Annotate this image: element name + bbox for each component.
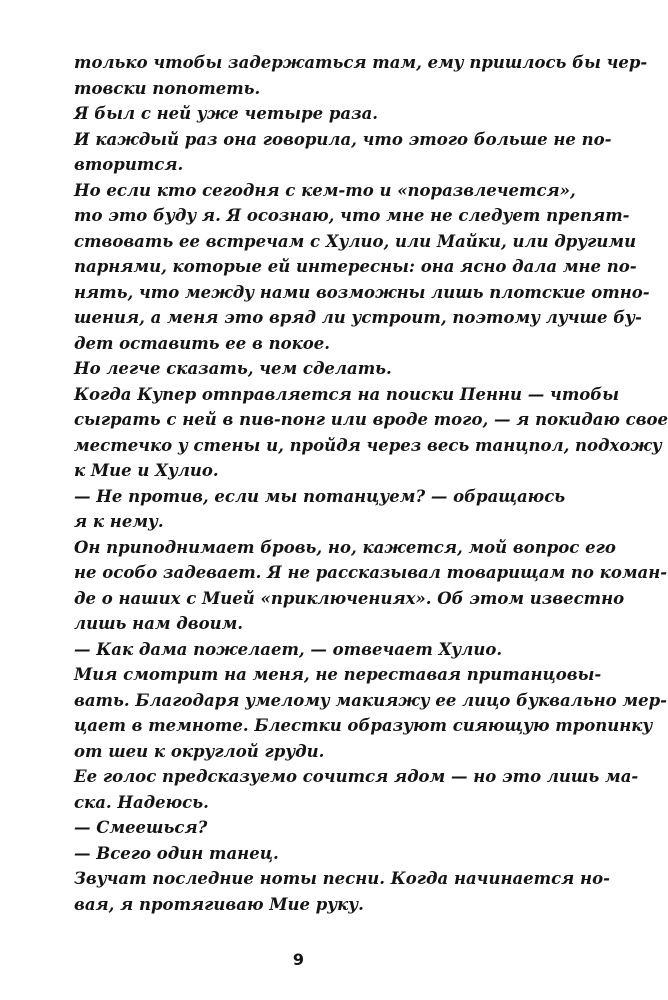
text-line: шения, а меня это вряд ли устроит, поэтому лучше бу- bbox=[74, 308, 642, 327]
text-line: не особо задевает. Я не рассказывал товарищам по коман- bbox=[74, 563, 668, 582]
text-line: только чтобы задержаться там, ему пришлось бы чер- bbox=[74, 53, 648, 72]
text-line: Но если кто сегодня с кем-то и «поразвлечется», bbox=[74, 180, 576, 200]
text-line: от шеи к округлой груди. bbox=[74, 741, 325, 761]
text-line: вая, я протягиваю Мие руку. bbox=[74, 894, 364, 914]
text-page bbox=[74, 50, 668, 917]
text-line: парнями, которые ей интересны: она ясно дала мне по- bbox=[74, 257, 637, 276]
text-line: Я был с ней уже четыре раза. bbox=[74, 104, 379, 123]
text-line: лишь нам двоим. bbox=[74, 614, 244, 633]
text-line: Ее голос предсказуемо сочится ядом — но это лишь ма- bbox=[74, 767, 639, 786]
text-line: вторится. bbox=[74, 155, 184, 174]
page-number: 9 bbox=[292, 950, 305, 969]
text-line: вать. Благодаря умелому макияжу ее лицо буквально мер- bbox=[74, 690, 667, 710]
text-line: — Смеешься? bbox=[74, 818, 208, 837]
text-line: Звучат последние ноты песни. Когда начинается но- bbox=[74, 869, 610, 888]
text-line: И каждый раз она говорила, что этого больше не по- bbox=[74, 129, 612, 149]
text-line: к Мие и Хулио. bbox=[74, 461, 219, 480]
text-line: сыграть с ней в пив-понг или вроде того, — я покидаю свое bbox=[74, 410, 668, 429]
text-line: Но легче сказать, чем сделать. bbox=[74, 359, 392, 378]
text-line: товски попотеть. bbox=[74, 78, 261, 98]
text-line: Мия смотрит на меня, не переставая пританцовы- bbox=[74, 665, 602, 684]
text-line: ска. Надеюсь. bbox=[74, 792, 209, 812]
text-line: де о наших с Мией «приключениях». Об этом известно bbox=[74, 588, 625, 608]
text-line: — Не против, если мы потанцуем? — обращаюсь bbox=[74, 486, 566, 506]
text-line: местечко у стены и, пройдя через весь танцпол, подхожу bbox=[74, 435, 662, 455]
text-line: дет оставить ее в покое. bbox=[74, 333, 331, 353]
text-line: Когда Купер отправляется на поиски Пенни — чтобы bbox=[74, 384, 619, 404]
text-line: ствовать ее встречам с Хулио, или Майки, или другими bbox=[74, 231, 637, 251]
text-line: нять, что между нами возможны лишь плотские отно- bbox=[74, 282, 650, 302]
text-line: я к нему. bbox=[74, 512, 164, 531]
text-line: цает в темноте. Блестки образуют сияющую тропинку bbox=[74, 716, 653, 735]
text-line: Он приподнимает бровь, но, кажется, мой вопрос его bbox=[74, 537, 616, 557]
text-line: — Всего один танец. bbox=[74, 843, 279, 863]
text-line: то это буду я. Я осознаю, что мне не следует препят- bbox=[74, 206, 630, 225]
text-line: — Как дама пожелает, — отвечает Хулио. bbox=[74, 639, 503, 659]
